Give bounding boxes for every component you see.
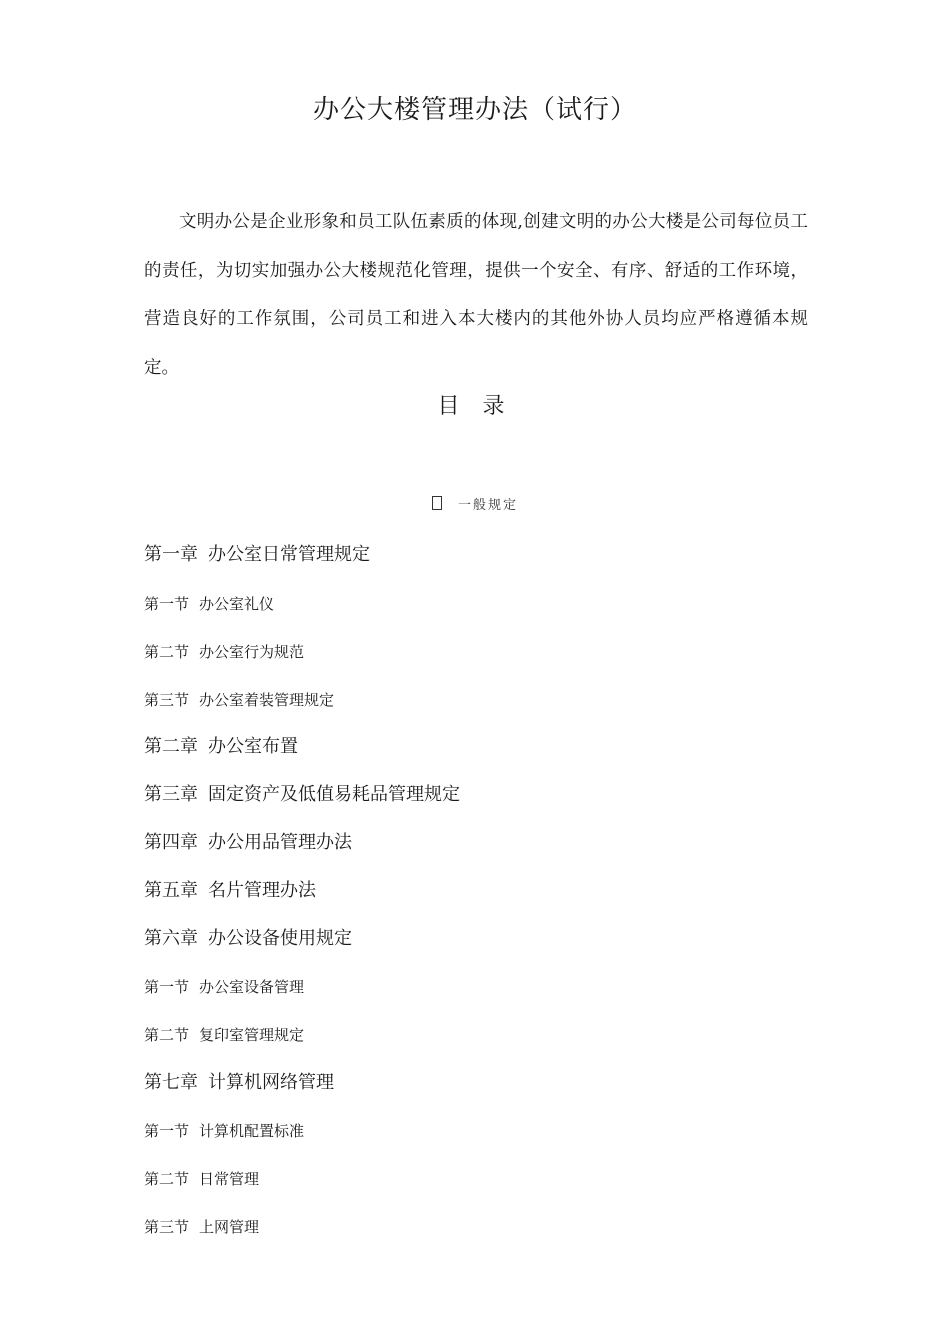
toc-item-text: 名片管理办法	[208, 880, 316, 901]
toc-item-number: 第二节	[144, 1026, 190, 1044]
toc-item-text: 计算机网络管理	[208, 1072, 334, 1093]
toc-item-number: 第二节	[144, 1170, 190, 1188]
toc-item-number: 第一节	[144, 595, 190, 613]
toc-item-number: 第一节	[144, 978, 190, 996]
toc-section-item	[144, 1168, 259, 1189]
toc-chapter-item	[144, 732, 298, 758]
toc-item-number: 第三章	[144, 784, 198, 805]
toc-item-text: 办公室礼仪	[199, 595, 275, 613]
toc-item-text: 办公室设备管理	[199, 978, 305, 996]
toc-item-text: 复印室管理规定	[199, 1026, 305, 1044]
toc-item-number: 第六章	[144, 928, 198, 949]
toc-item-number: 第四章	[144, 832, 198, 853]
toc-chapter-item	[144, 780, 460, 806]
toc-chapter-item	[144, 1068, 334, 1094]
toc-chapter-item	[144, 540, 370, 566]
toc-item-number: 第二章	[144, 736, 198, 757]
toc-item-text: 上网管理	[199, 1218, 260, 1236]
toc-subtitle	[0, 494, 950, 513]
toc-item-number: 第二节	[144, 643, 190, 661]
toc-chapter-item	[144, 924, 352, 950]
toc-item-text: 办公室着装管理规定	[199, 691, 335, 709]
toc-subtitle-text: 一般规定	[457, 498, 518, 513]
toc-section-item	[144, 976, 304, 997]
toc-item-number: 第三节	[144, 691, 190, 709]
toc-title: 目 录	[437, 394, 513, 419]
toc-item-text: 办公室行为规范	[199, 643, 305, 661]
bullet-box-icon	[432, 496, 442, 510]
toc-item-number: 第三节	[144, 1218, 190, 1236]
toc-section-item	[144, 593, 274, 614]
toc-section-item	[144, 1024, 304, 1045]
toc-item-text: 办公室布置	[208, 736, 298, 757]
toc-item-number: 第一节	[144, 1122, 190, 1140]
toc-item-text: 固定资产及低值易耗品管理规定	[208, 784, 460, 805]
toc-item-text: 办公设备使用规定	[208, 928, 352, 949]
toc-item-number: 第七章	[144, 1072, 198, 1093]
toc-item-text: 办公用品管理办法	[208, 832, 352, 853]
toc-item-number: 第五章	[144, 880, 198, 901]
toc-section-item	[144, 689, 334, 710]
toc-section-item	[144, 641, 304, 662]
toc-item-text: 计算机配置标准	[199, 1122, 305, 1140]
intro-paragraph: 文明办公是企业形象和员工队伍素质的体现,创建文明的办公大楼是公司每位员工的责任，为切实加强办公大楼规范化管理，提供一个安全、有序、舒适的工作环境，营造良好的工作氛围，公司员工和进入本大楼内的其他外协人员均应严格遵循本规定。	[144, 212, 808, 378]
document-title: 办公大楼管理办法（试行）	[312, 95, 637, 125]
toc-chapter-item	[144, 876, 316, 902]
toc-item-text: 日常管理	[199, 1170, 260, 1188]
toc-section-item	[144, 1120, 304, 1141]
toc-chapter-item	[144, 828, 352, 854]
toc-section-item	[144, 1216, 259, 1237]
toc-item-number: 第一章	[144, 544, 198, 565]
toc-item-text: 办公室日常管理规定	[208, 544, 370, 565]
